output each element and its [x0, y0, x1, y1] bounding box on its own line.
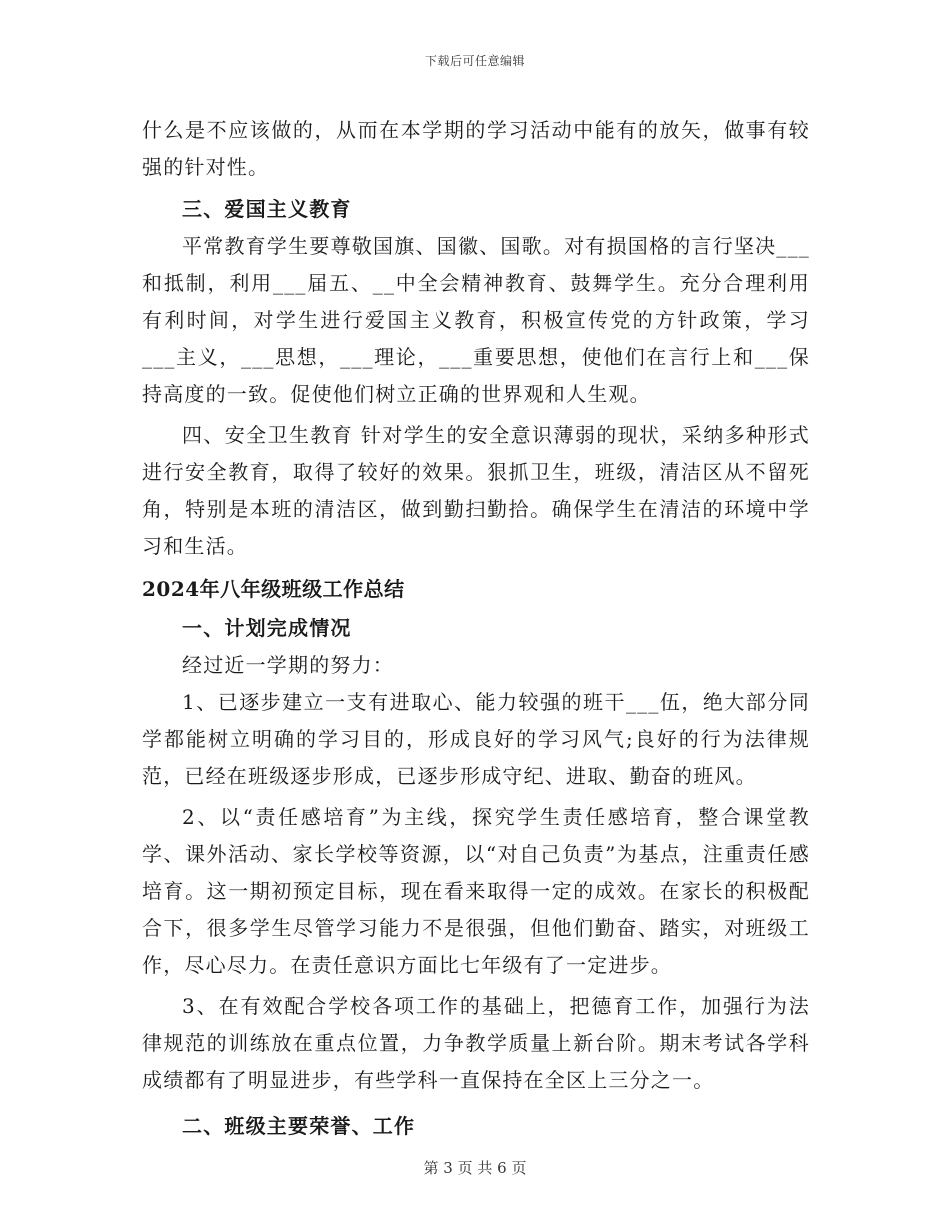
paragraph-item-1: 1、已逐步建立一支有进取心、能力较强的班干___伍，绝大部分同学都能树立明确的学习目的，形成良好的学习风气;良好的行为法律规范，已经在班级逐步形成，已逐步形成守纪、进取、勤奋的班风。 — [142, 690, 810, 788]
paragraph-item-2: 2、以“责任感培育”为主线，探究学生责任感培育，整合课堂教学、课外活动、家长学校等资源，以“对自己负责”为基点，注重责任感培育。这一期初预定目标，现在看来取得一定的成效。在家长的积极配合下，很多学生尽管学习能力不是很强，但他们勤奋、踏实，对班级工作，尽心尽力。在责任意识方面比七年级有了一定进步。 — [142, 805, 810, 977]
paragraph-patriotic-education: 平常教育学生要尊敬国旗、国徽、国歌。对有损国格的言行坚决___和抵制，利用___届五、__中全会精神教育、鼓舞学生。充分合理利用有利时间，对学生进行爱国主义教育，积极宣传党的方针政策，学习___主义，___思想，___理论，___重要思想，使他们在言行上和___保持高度的一致。促使他们树立正确的世界观和人生观。 — [142, 234, 810, 406]
document-title: 2024年八年级班级工作总结 — [142, 577, 405, 601]
paragraph-continued: 什么是不应该做的，从而在本学期的学习活动中能有的放矢，做事有较强的针对性。 — [142, 118, 810, 179]
section-heading-patriotic-education: 三、爱国主义教育 — [182, 197, 352, 221]
paragraph-safety-hygiene: 四、安全卫生教育 针对学生的安全意识薄弱的现状，采纳多种形式进行安全教育，取得了较好的效果。狠抓卫生，班级，清洁区从不留死角，特别是本班的清洁区，做到勤扫勤拾。确保学生在清洁的环境中学习和生活。 — [142, 423, 810, 558]
section-heading-plan-completion: 一、计划完成情况 — [182, 616, 352, 640]
section-heading-class-honors: 二、班级主要荣誉、工作 — [182, 1114, 416, 1138]
document-body — [142, 112, 810, 1145]
paragraph-intro: 经过近一学期的努力： — [182, 653, 394, 677]
page-number: 第 3 页 共 6 页 — [423, 1159, 527, 1177]
paragraph-item-3: 3、在有效配合学校各项工作的基础上，把德育工作，加强行为法律规范的训练放在重点位置，力争教学质量上新台阶。期末考试各学科成绩都有了明显进步，有些学科一直保持在全区上三分之一。 — [142, 994, 810, 1092]
page-header: 下载后可任意编辑 — [424, 54, 525, 68]
